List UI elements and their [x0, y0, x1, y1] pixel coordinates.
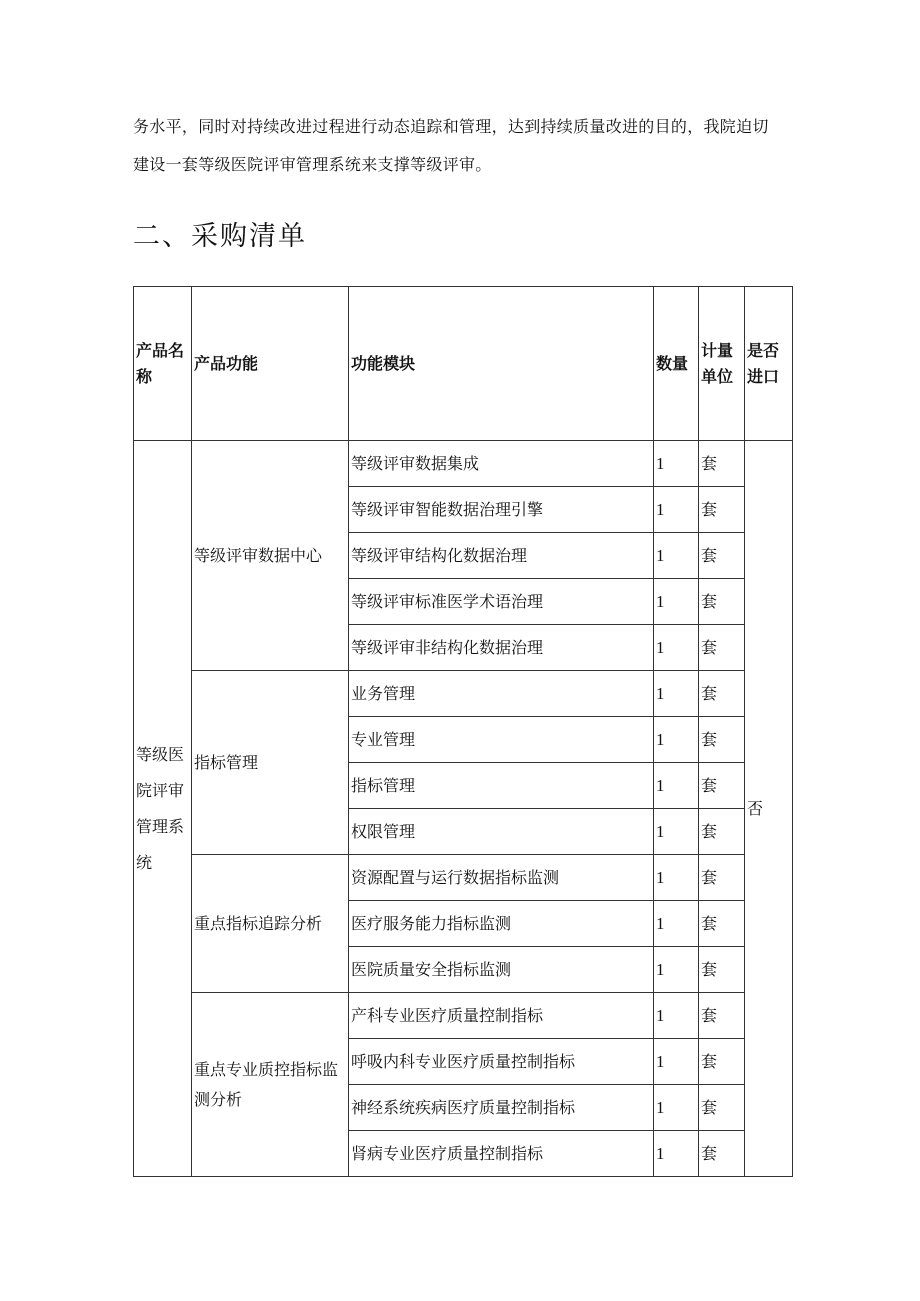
cell-module: 等级评审非结构化数据治理 — [349, 625, 654, 671]
cell-module: 资源配置与运行数据指标监测 — [349, 855, 654, 901]
cell-function: 重点专业质控指标监测分析 — [192, 993, 349, 1177]
intro-line-2: 建设一套等级医院评审管理系统来支撑等级评审。 — [133, 155, 492, 174]
cell-module: 神经系统疾病医疗质量控制指标 — [349, 1085, 654, 1131]
cell-quantity: 1 — [654, 763, 699, 809]
table-header-row — [134, 287, 793, 441]
cell-unit: 套 — [699, 1039, 745, 1085]
cell-function: 指标管理 — [192, 671, 349, 855]
cell-unit: 套 — [699, 1085, 745, 1131]
table-row — [134, 993, 793, 1039]
cell-module: 指标管理 — [349, 763, 654, 809]
cell-quantity: 1 — [654, 1039, 699, 1085]
cell-unit: 套 — [699, 579, 745, 625]
cell-quantity: 1 — [654, 809, 699, 855]
cell-quantity: 1 — [654, 1085, 699, 1131]
cell-quantity: 1 — [654, 487, 699, 533]
cell-quantity: 1 — [654, 671, 699, 717]
cell-module: 肾病专业医疗质量控制指标 — [349, 1131, 654, 1177]
cell-unit: 套 — [699, 487, 745, 533]
cell-quantity: 1 — [654, 579, 699, 625]
cell-unit: 套 — [699, 441, 745, 487]
cell-unit: 套 — [699, 901, 745, 947]
cell-product-name: 等级医院评审管理系统 — [134, 441, 192, 1177]
table-row — [134, 441, 793, 487]
section-title: 二、采购清单 — [133, 221, 307, 252]
table-row — [134, 855, 793, 901]
header-unit: 计量单位 — [699, 287, 745, 441]
cell-function: 重点指标追踪分析 — [192, 855, 349, 993]
cell-module: 呼吸内科专业医疗质量控制指标 — [349, 1039, 654, 1085]
cell-quantity: 1 — [654, 533, 699, 579]
cell-quantity: 1 — [654, 625, 699, 671]
cell-module: 产科专业医疗质量控制指标 — [349, 993, 654, 1039]
cell-unit: 套 — [699, 533, 745, 579]
cell-module: 专业管理 — [349, 717, 654, 763]
cell-function: 等级评审数据中心 — [192, 441, 349, 671]
cell-module: 等级评审智能数据治理引擎 — [349, 487, 654, 533]
cell-unit: 套 — [699, 1131, 745, 1177]
cell-module: 医疗服务能力指标监测 — [349, 901, 654, 947]
cell-module: 等级评审数据集成 — [349, 441, 654, 487]
header-product-name: 产品名称 — [134, 287, 192, 441]
cell-quantity: 1 — [654, 947, 699, 993]
intro-line-1: 务水平，同时对持续改进过程进行动态追踪和管理，达到持续质量改进的目的，我院迫切 — [133, 117, 769, 136]
cell-unit: 套 — [699, 625, 745, 671]
cell-quantity: 1 — [654, 1131, 699, 1177]
header-quantity: 数量 — [654, 287, 699, 441]
cell-module: 权限管理 — [349, 809, 654, 855]
cell-unit: 套 — [699, 947, 745, 993]
header-module: 功能模块 — [349, 287, 654, 441]
cell-module: 业务管理 — [349, 671, 654, 717]
cell-module: 等级评审标准医学术语治理 — [349, 579, 654, 625]
cell-unit: 套 — [699, 993, 745, 1039]
cell-unit: 套 — [699, 855, 745, 901]
cell-unit: 套 — [699, 671, 745, 717]
cell-quantity: 1 — [654, 717, 699, 763]
cell-quantity: 1 — [654, 993, 699, 1039]
cell-unit: 套 — [699, 717, 745, 763]
cell-unit: 套 — [699, 809, 745, 855]
cell-quantity: 1 — [654, 855, 699, 901]
cell-imported: 否 — [745, 441, 793, 1177]
header-function: 产品功能 — [192, 287, 349, 441]
cell-module: 等级评审结构化数据治理 — [349, 533, 654, 579]
header-imported: 是否进口 — [745, 287, 793, 441]
table-row — [134, 671, 793, 717]
cell-module: 医院质量安全指标监测 — [349, 947, 654, 993]
cell-quantity: 1 — [654, 441, 699, 487]
cell-unit: 套 — [699, 763, 745, 809]
procurement-table — [133, 286, 793, 1177]
cell-quantity: 1 — [654, 901, 699, 947]
